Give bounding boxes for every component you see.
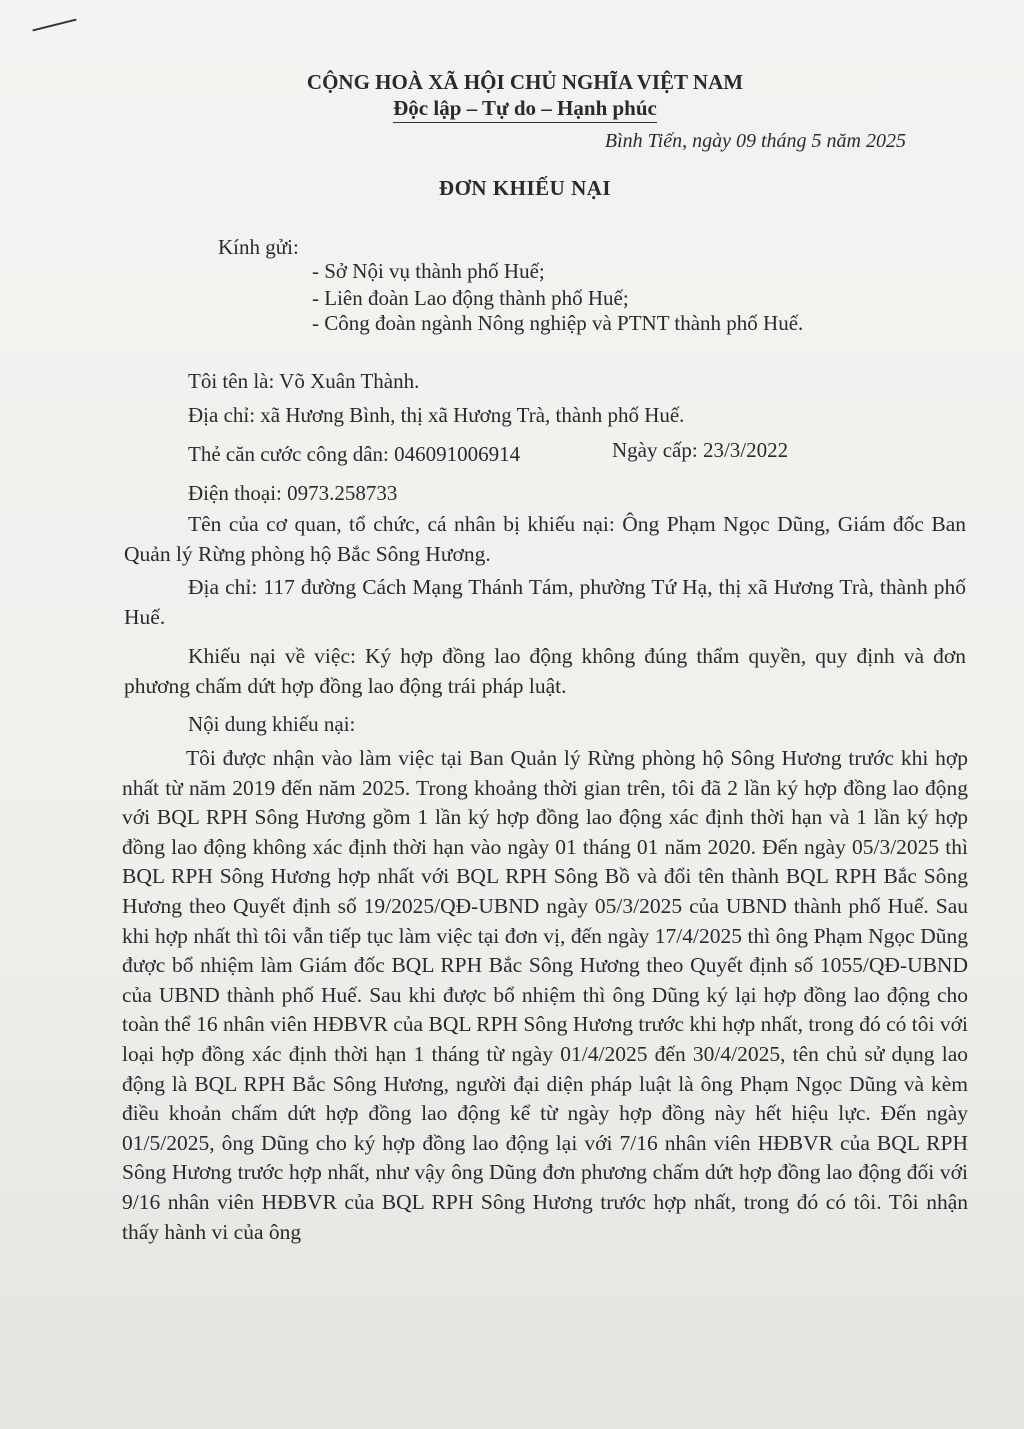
- complainant-id: Thẻ căn cước công dân: 046091006914: [188, 442, 521, 466]
- complainant-phone: Điện thoại: 0973.258733: [188, 481, 398, 505]
- content-label: Nội dung khiếu nại:: [188, 712, 356, 736]
- recipient-item: - Sở Nội vụ thành phố Huế;: [312, 259, 545, 283]
- recipient-item: - Liên đoàn Lao động thành phố Huế;: [312, 286, 629, 310]
- subject-paragraph: Khiếu nại về việc: Ký hợp đồng lao động không đúng thẩm quyền, quy định và đơn phương chấm dứt hợp đồng lao động trái pháp luật.: [124, 644, 966, 698]
- document-title: ĐƠN KHIẾU NẠI: [438, 176, 612, 200]
- nation-motto: [0, 96, 1024, 121]
- recipients-label: Kính gửi:: [218, 235, 299, 259]
- respondent-name-paragraph: Tên của cơ quan, tổ chức, cá nhân bị khiếu nại: Ông Phạm Ngọc Dũng, Giám đốc Ban Quản lý Rừng phòng hộ Bắc Sông Hương.: [124, 512, 966, 566]
- complainant-address: Địa chỉ: xã Hương Bình, thị xã Hương Trà, thành phố Huế.: [188, 403, 685, 427]
- respondent-address-paragraph: Địa chỉ: 117 đường Cách Mạng Thánh Tám, phường Tứ Hạ, thị xã Hương Trà, thành phố Huế.: [124, 575, 966, 629]
- nation-motto-text: Độc lập – Tự do – Hạnh phúc: [393, 96, 657, 123]
- content-paragraph: Tôi được nhận vào làm việc tại Ban Quản lý Rừng phòng hộ Sông Hương trước khi hợp nhất từ năm 2019 đến năm 2025. Trong khoảng thời gian trên, tôi đã 2 lần ký hợp đồng lao động với BQL RPH Sông Hương gồm 1 lần ký hợp đồng lao động xác định thời hạn và 1 lần ký hợp đồng lao động không xác định thời hạn vào ngày 01 tháng 01 năm 2020. Đến ngày 05/3/2025 thì BQL RPH Sông Hương hợp nhất với BQL RPH Sông Bồ và đổi tên thành BQL RPH Bắc Sông Hương theo Quyết định số 19/2025/QĐ-UBND ngày 05/3/2025 của UBND thành phố Huế. Sau khi hợp nhất thì tôi vẫn tiếp tục làm việc tại đơn vị, đến ngày 17/4/2025 thì ông Phạm Ngọc Dũng được bổ nhiệm làm Giám đốc BQL RPH Bắc Sông Hương theo Quyết định số 1055/QĐ-UBND của UBND thành phố Huế. Sau khi được bổ nhiệm thì ông Dũng ký lại hợp đồng lao động cho toàn thể 16 nhân viên HĐBVR của BQL RPH Sông Hương trước khi hợp nhất, trong đó có tôi với loại hợp đồng xác định thời hạn 1 tháng từ ngày 01/4/2025 đến 30/4/2025, tên chủ sử dụng lao động là BQL RPH Bắc Sông Hương, người đại diện pháp luật là ông Phạm Ngọc Dũng và kèm điều khoản chấm dứt hợp đồng lao động kể từ ngày hợp đồng này hết hiệu lực. Đến ngày 01/5/2025, ông Dũng cho ký hợp đồng lao động lại với 7/16 nhân viên HĐBVR của BQL RPH Sông Hương trước hợp nhất, như vậy ông Dũng đơn phương chấm dứt hợp đồng lao động đối với 9/16 nhân viên HĐBVR của BQL RPH Sông Hương trước hợp nhất, trong đó có tôi. Tôi nhận thấy hành vi của ông: [122, 746, 968, 1244]
- nation-name: CỘNG HOÀ XÃ HỘI CHỦ NGHĨA VIỆT NAM: [306, 70, 744, 94]
- recipient-item: - Công đoàn ngành Nông nghiệp và PTNT thành phố Huế.: [312, 311, 804, 335]
- complainant-id-issue-date: Ngày cấp: 23/3/2022: [612, 438, 789, 462]
- pen-mark: [32, 19, 76, 32]
- complainant-name: Tôi tên là: Võ Xuân Thành.: [188, 369, 420, 393]
- place-date: Bình Tiến, ngày 09 tháng 5 năm 2025: [604, 130, 906, 152]
